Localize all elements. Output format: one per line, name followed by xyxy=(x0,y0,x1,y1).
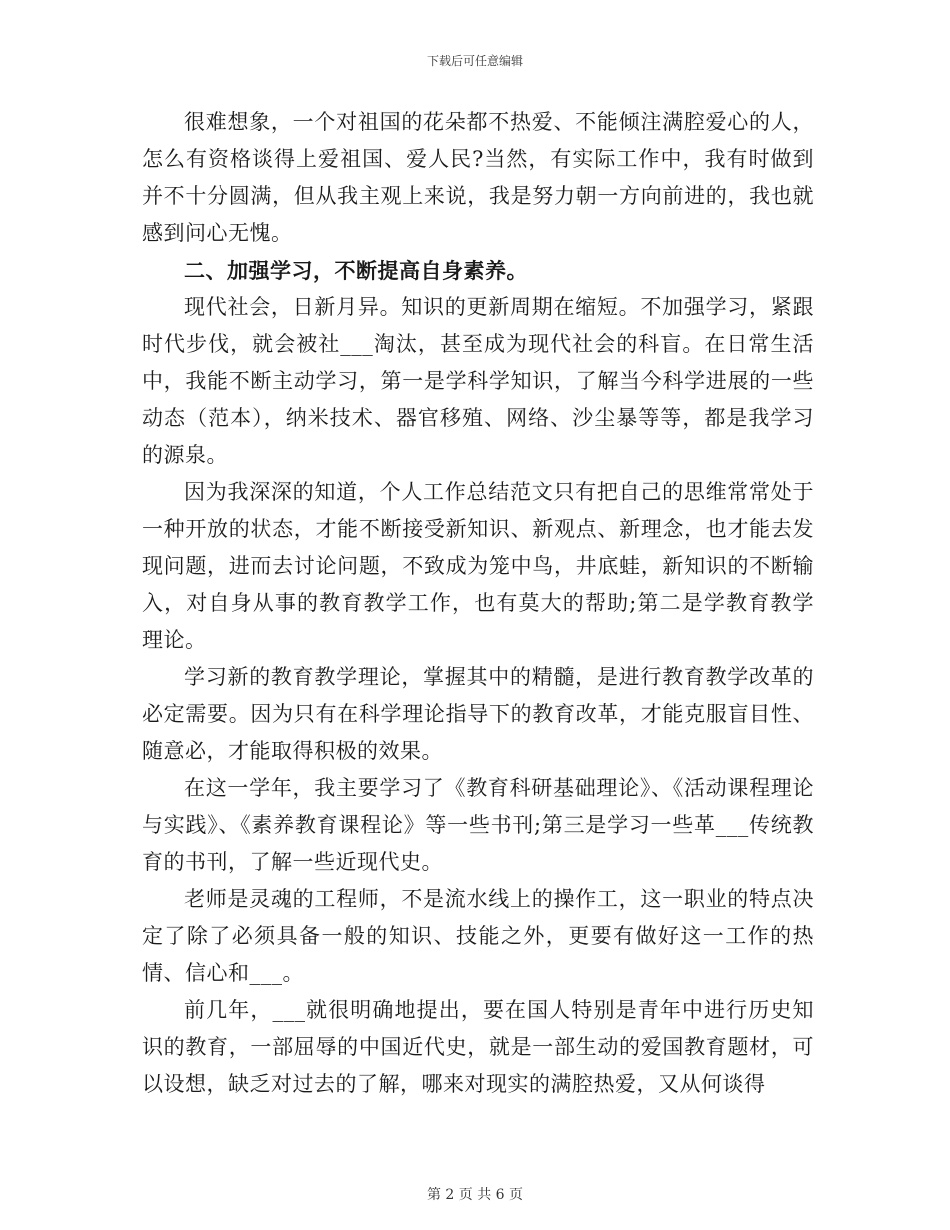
paragraph: 现代社会，日新月异。知识的更新周期在缩短。不加强学习，紧跟时代步伐，就会被社___淘汰，甚至成为现代社会的科盲。在日常生活中，我能不断主动学习，第一是学科学知识，了解当今科学进展的一些动态（范本），纳米技术、器官移殖、网络、沙尘暴等等，都是我学习的源泉。 xyxy=(142,295,814,467)
document-body xyxy=(142,104,814,1103)
paragraph: 因为我深深的知道，个人工作总结范文只有把自己的思维常常处于一种开放的状态，才能不断接受新知识、新观点、新理念，也才能去发现问题，进而去讨论问题，不致成为笼中鸟，井底蛙，新知识的不断输入，对自身从事的教育教学工作，也有莫大的帮助;第二是学教育教学理论。 xyxy=(142,480,814,652)
paragraph: 前几年，___就很明确地提出，要在国人特别是青年中进行历史知识的教育，一部屈辱的中国近代史，就是一部生动的爱国教育题材，可以设想，缺乏对过去的了解，哪来对现实的满腔热爱，又从何谈得 xyxy=(142,998,814,1096)
paragraph: 在这一学年，我主要学习了《教育科研基础理论》、《活动课程理论与实践》、《素养教育课程论》等一些书刊;第三是学习一些革___传统教育的书刊，了解一些近现代史。 xyxy=(142,776,814,874)
page-number: 第 2 页 共 6 页 xyxy=(426,1187,524,1203)
section-heading: 二、加强学习，不断提高自身素养。 xyxy=(184,258,528,283)
page-header: 下载后可任意编辑 xyxy=(426,54,523,68)
paragraph: 很难想象，一个对祖国的花朵都不热爱、不能倾注满腔爱心的人，怎么有资格谈得上爱祖国、爱人民?当然，有实际工作中，我有时做到并不十分圆满，但从我主观上来说，我是努力朝一方向前进的，我也就感到问心无愧。 xyxy=(142,110,814,245)
paragraph: 老师是灵魂的工程师，不是流水线上的操作工，这一职业的特点决定了除了必须具备一般的知识、技能之外，更要有做好这一工作的热情、信心和___。 xyxy=(142,887,814,985)
paragraph: 学习新的教育教学理论，掌握其中的精髓，是进行教育教学改革的必定需要。因为只有在科学理论指导下的教育改革，才能克服盲目性、随意必，才能取得积极的效果。 xyxy=(142,665,814,763)
